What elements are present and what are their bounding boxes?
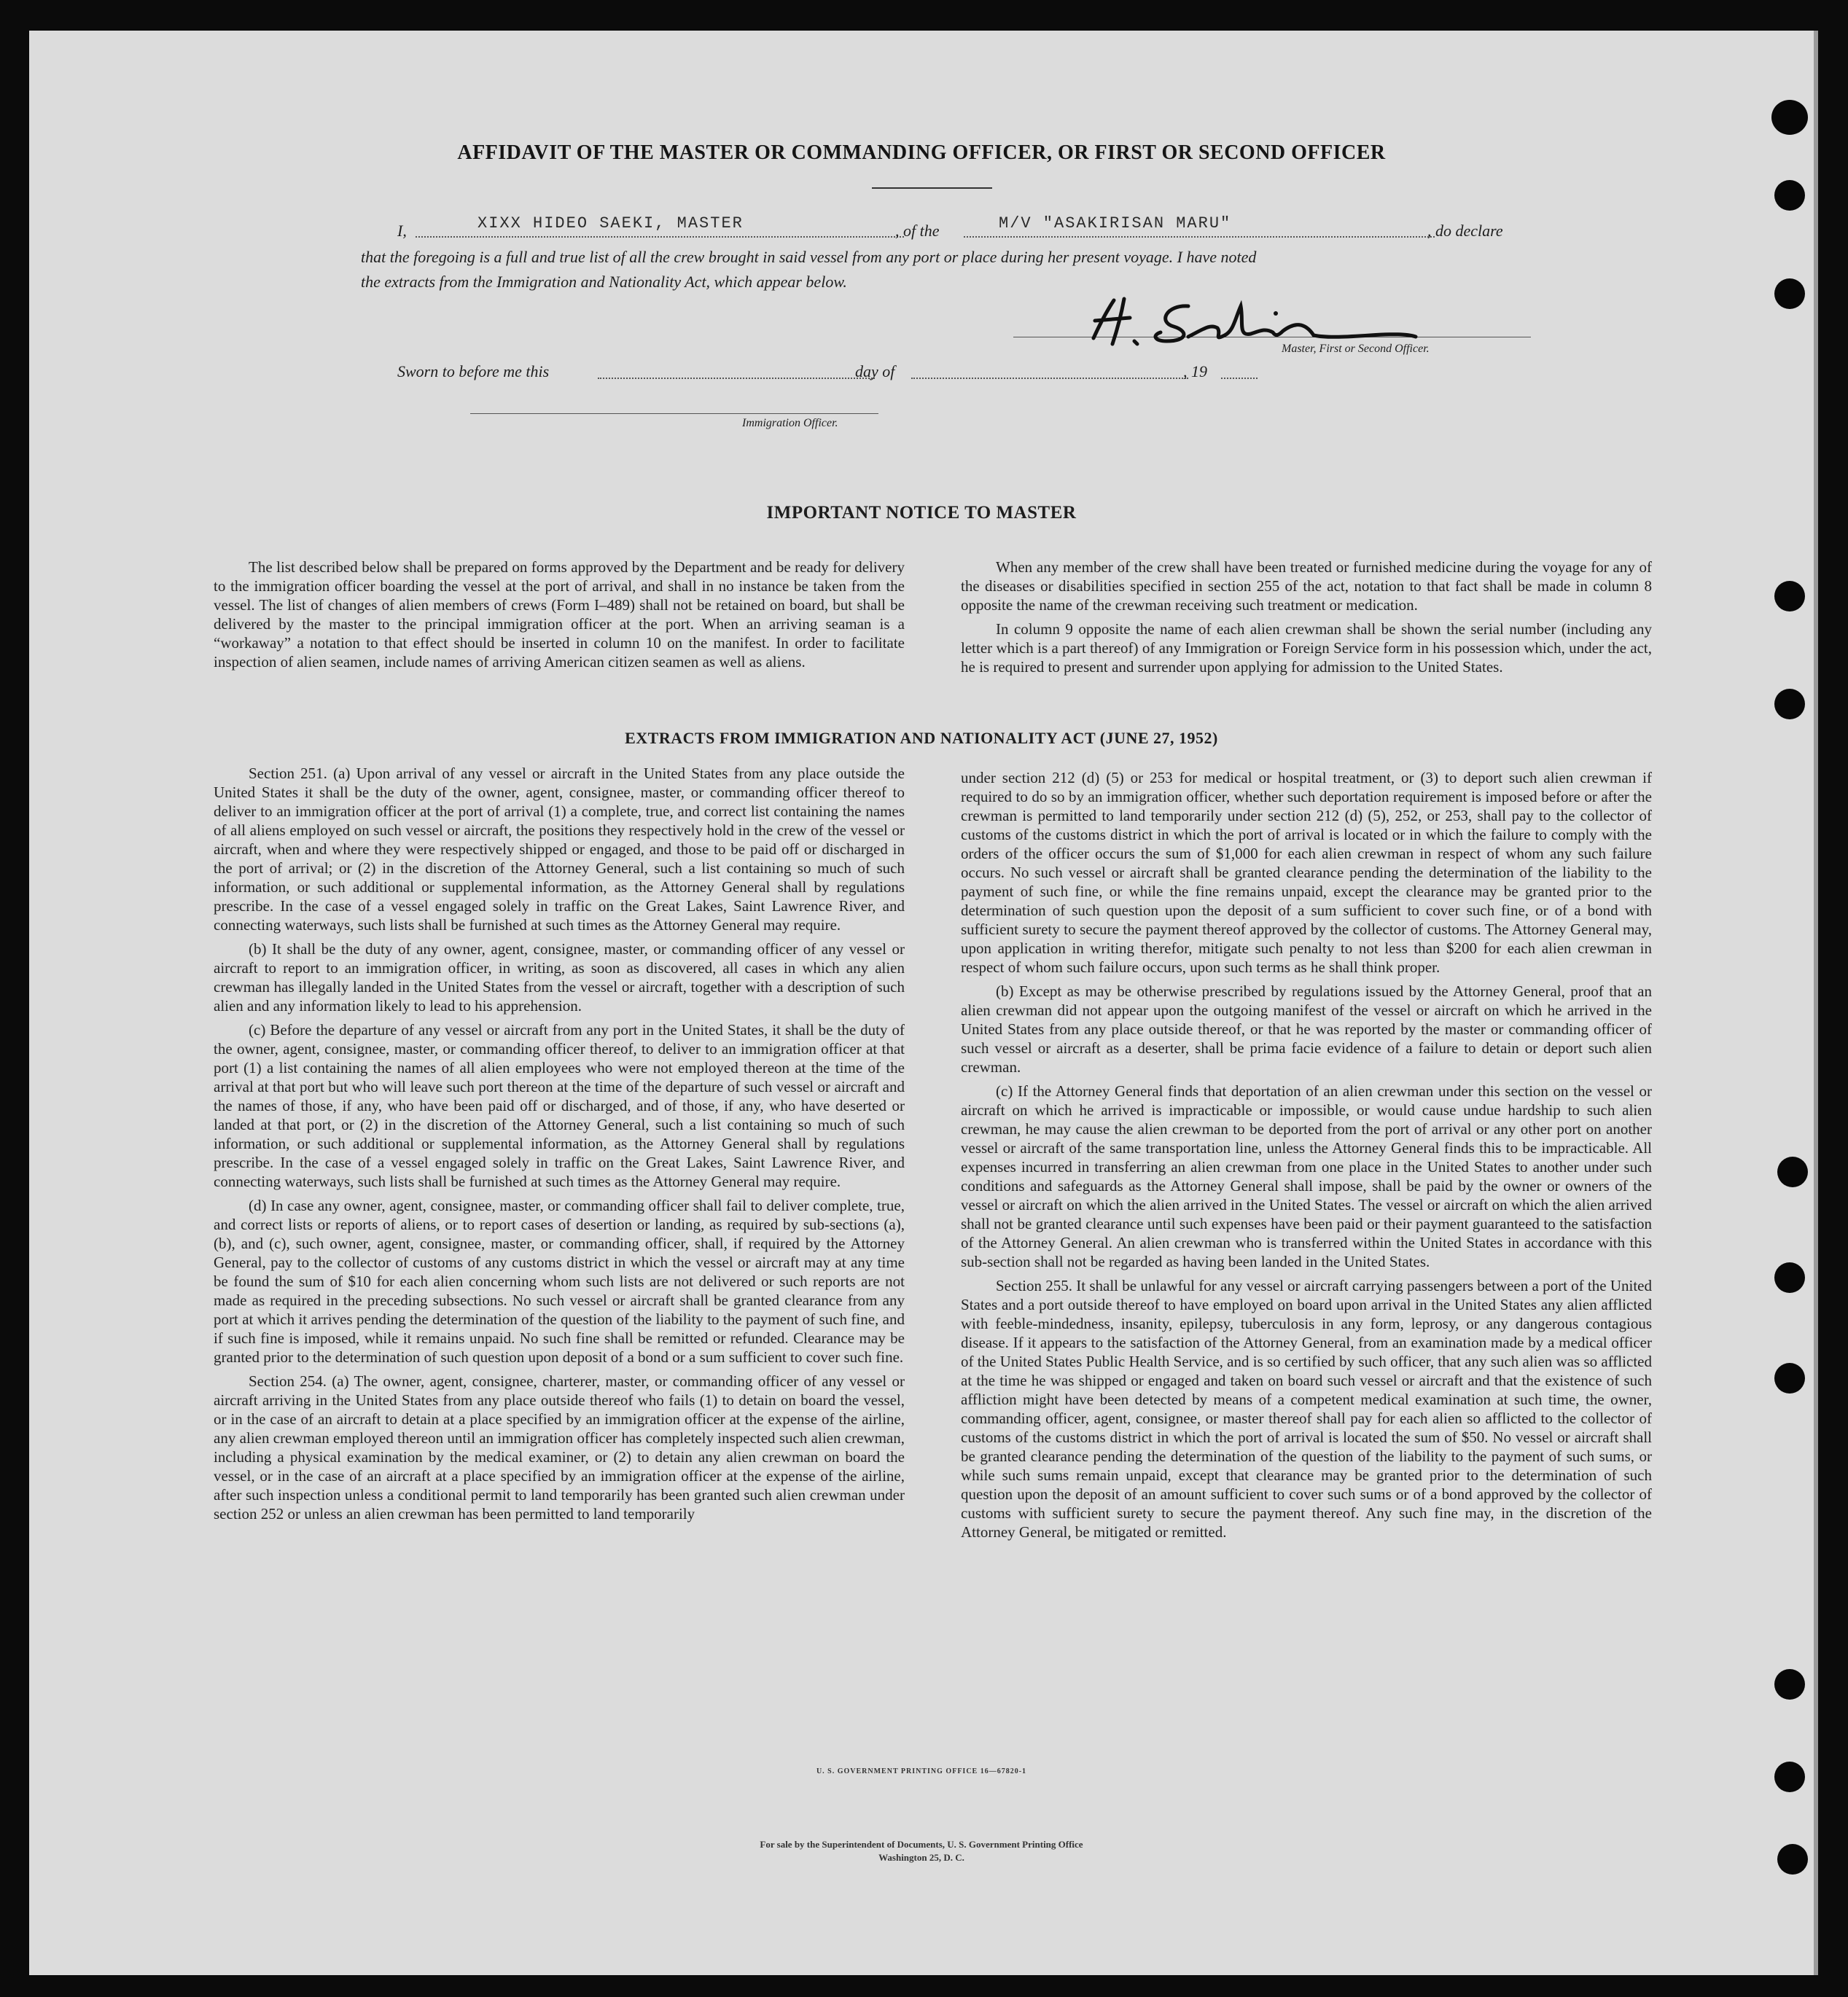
binder-hole-icon (1774, 1363, 1805, 1394)
notice-right-paragraph-1: When any member of the crew shall have been treated or furnished medicine during the voyage for any of the diseases or disabilities specified in section 255 of the act, notation to that fact shall be made in column 8 opposite the name of the crewman receiving such treatment or medication. (961, 558, 1652, 614)
extract-paragraph: Section 251. (a) Upon arrival of any vessel or aircraft in the United States from any place outside the United States it shall be the duty of the owner, agent, consignee, master, or commanding officer thereof to deliver to an immigration officer at the port of arrival (1) a complete, true, and correct list containing the names of all aliens employed on such vessel or aircraft, the positions they respectively hold in the crew of the vessel or aircraft, when and where they were respectively shipped or engaged, and those to be paid off or discharged in the port of arrival; or (2) in the discretion of the Attorney General, such a list containing so much of such information, or such additional or supplemental information, as the Attorney General shall by regulations prescribe. In the case of a vessel engaged solely in traffic on the Great Lakes, Saint Lawrence River, and connecting waterways, such lists shall be furnished at such times as the Attorney General may require. (214, 765, 905, 934)
notice-right-column (961, 558, 1652, 681)
of-the-label: , of the (895, 222, 940, 240)
extract-paragraph: (d) In case any owner, agent, consignee, master, or commanding officer shall fail to deliver complete, true, and correct lists or reports of aliens, or to report cases of desertion or landing, as required by sub-sections (a), (b), and (c), such owner, agent, consignee, master, or commanding officer, shall, if required by the Attorney General, pay to the collector of customs of any customs district in which the vessel or aircraft may at any time be found the sum of $10 for each alien concerning whom such lists are not delivered or such reports are not made as required in the preceding subsections. No such vessel or aircraft shall be granted clearance from any port at which it arrives pending the determination of the question of the liability to the payment of such fine, and if such fine is imposed, while it remains unpaid. No such fine shall be remitted or refunded. Clearance may be granted prior to the determination of such question upon deposit of a bond or a sum sufficient to cover such fine. (214, 1197, 905, 1366)
notice-left-column (214, 558, 905, 676)
declaration-line-1: that the foregoing is a full and true list of all the crew brought in said vessel from any port or place during her present voyage. I have noted (361, 248, 1257, 266)
gpo-imprint: U. S. GOVERNMENT PRINTING OFFICE 16—67820-1 (816, 1767, 1027, 1775)
binder-holes (1771, 31, 1818, 1975)
form-page (29, 31, 1818, 1975)
extract-paragraph: (b) It shall be the duty of any owner, agent, consignee, master, or commanding officer of any vessel or aircraft to report to an immigration officer, in writing, as soon as discovered, all cases in which any alien crewman has illegally landed in the United States from the vessel or aircraft, together with a description of such alien and any information likely to lead to his apprehension. (214, 940, 905, 1015)
extract-paragraph: under section 212 (d) (5) or 253 for medical or hospital treatment, or (3) to deport such alien crewman if required to do so by an immigration officer, whether such deportation requirement is imposed before or after the crewman is permitted to land temporarily under section 212 (d) (5), 252, or 253, shall pay to the collector of customs of the customs district in which the port of arrival is located or in which the failure to comply with the orders of the officer occurs the sum of $1,000 for each alien crewman in respect of whom any such failure occurs. No such vessel or aircraft shall be granted clearance pending the determination of the liability to the payment of such fine, or while the fine remains unpaid, except the clearance may be granted prior to the determination of such question upon the deposit of a sum sufficient to cover such fine, or of a bond with sufficient surety to secure the payment thereof approved by the collector of customs. The Attorney General may, upon application in writing therefor, mitigate such penalty to not less than $200 for each alien crewman in respect of whom such failure occurs, upon such terms as he shall think proper. (961, 769, 1652, 976)
notice-left-paragraph: The list described below shall be prepared on forms approved by the Department and be ready for delivery to the immigration officer boarding the vessel at the port of arrival, and shall in no instance be taken from the vessel. The list of changes of alien members of crews (Form I–489) shall not be retained on board, but shall be delivered by the master to the principal immigration officer at the port. When an arriving seaman is a “workaway” a notation to that effect should be inserted in column 10 on the manifest. In order to facilitate inspection of alien seamen, include names of arriving American citizen seamen as well as aliens. (214, 558, 905, 671)
master-name-field[interactable]: XIXX HIDEO SAEKI, MASTER (477, 214, 744, 232)
binder-hole-icon (1774, 1762, 1805, 1792)
extract-paragraph: Section 255. It shall be unlawful for any vessel or aircraft carrying passengers between a port of the United States and a port outside thereof to have employed on board upon arrival in the United States any alien afflicted with feeble-mindedness, insanity, epilepsy, tuberculosis in any form, leprosy, or any dangerous contagious disease. If it appears to the satisfaction of the Attorney General, from an examination made by a medical officer of the United States Public Health Service, and is so certified by such officer, that any such alien was so afflicted at the time he was shipped or engaged and taken on board such vessel or aircraft and that the existence of such affliction might have been detected by means of a competent medical examination at such time, the owner, commanding officer, agent, consignee, or master thereof shall pay for each alien so afflicted to the collector of customs of the customs district in which the port of arrival is located the sum of $50. No vessel or aircraft shall be granted clearance pending the determination of the question of the liability to the payment of such sums, or while such sums remain unpaid, except that clearance may be granted prior to the determination of such question upon the deposit of an amount sufficient to cover such sums or of a bond approved by the collector of customs with sufficient surety to secure the payment thereof. Any such fine may, in the discretion of the Attorney General, be mitigated or remitted. (961, 1277, 1652, 1541)
extract-paragraph: (b) Except as may be otherwise prescribed by regulations issued by the Attorney General, proof that an alien crewman did not appear upon the outgoing manifest of the vessel or aircraft on which he arrived in the United States from any place outside thereof, or that he was reported by the master or commanding officer of such vessel or aircraft as a deserter, shall be prima facie evidence of a failure to detain or deport such alien crewman. (961, 982, 1652, 1076)
signature-caption: Master, First or Second Officer. (1282, 343, 1430, 355)
vessel-name-line (964, 236, 1435, 238)
title-rule (872, 187, 992, 189)
i-label: I, (397, 222, 407, 240)
affidavit-title: AFFIDAVIT OF THE MASTER OR COMMANDING OFFICER, OR FIRST OR SECOND OFFICER (457, 141, 1386, 164)
sworn-year-line[interactable] (1221, 378, 1258, 379)
vessel-name-field[interactable]: M/V "ASAKIRISAN MARU" (999, 214, 1232, 232)
binder-hole-icon (1777, 1844, 1808, 1875)
binder-hole-icon (1771, 100, 1808, 135)
extracts-right-column (961, 768, 1652, 1547)
binder-hole-icon (1774, 278, 1805, 309)
sale-notice-line-2: Washington 25, D. C. (878, 1852, 964, 1863)
binder-hole-icon (1777, 1157, 1808, 1187)
binder-hole-icon (1774, 1669, 1805, 1700)
year-label: , 19 (1183, 362, 1207, 380)
officer-caption: Immigration Officer. (742, 417, 838, 429)
binder-hole-icon (1774, 689, 1805, 719)
notice-title: IMPORTANT NOTICE TO MASTER (766, 503, 1077, 523)
do-declare-label: , do declare (1427, 222, 1503, 240)
extract-paragraph: Section 254. (a) The owner, agent, consignee, charterer, master, or commanding officer of any vessel or aircraft arriving in the United States from any place outside thereof who fails (1) to detain on board the vessel, or in the case of an aircraft to detain at a place specified by an immigration officer at the expense of the airline, any alien crewman employed thereon until an immigration officer has completely inspected such alien crewman, including a physical examination by the medical examiner, or (2) to detain any alien crewman on board the vessel, or in the case of an aircraft at a place specified by an immigration officer at the expense of the airline, after such inspection unless a conditional permit to land temporarily has been granted such alien crewman under section 252 or unless an alien crewman has been permitted to land temporarily (214, 1372, 905, 1523)
binder-hole-icon (1774, 180, 1805, 211)
notice-right-paragraph-2: In column 9 opposite the name of each alien crewman shall be shown the serial number (including any letter which is a part thereof) of any Immigration or Foreign Service form in his possession which, under the act, he is required to present and surrender upon applying for admission to the United States. (961, 620, 1652, 676)
sale-notice-line-1: For sale by the Superintendent of Documents, U. S. Government Printing Office (760, 1839, 1083, 1850)
sworn-day-line[interactable] (598, 378, 875, 379)
extract-paragraph: (c) Before the departure of any vessel or aircraft from any port in the United States, it shall be the duty of the owner, agent, consignee, master, or commanding officer thereof, to deliver to an immigration officer at that port (1) a list containing the names of all alien employees who were not employed thereon at the time of the arrival at that port but who will leave such port thereon at the time of the departure of such vessel or aircraft and the names of those, if any, who have been paid off or discharged, and of those, if any, who have deserted or landed at that port, or (2) in the discretion of the Attorney General, such a list containing so much of such information, or such additional or supplemental information, as the Attorney General shall by regulations prescribe. In the case of a vessel engaged solely in traffic on the Great Lakes, Saint Lawrence River, and connecting waterways, such lists shall be furnished at such times as the Attorney General may require. (214, 1021, 905, 1190)
extracts-left-column (214, 764, 905, 1528)
extract-paragraph: (c) If the Attorney General finds that deportation of an alien crewman under this section on the vessel or aircraft on which he arrived is impracticable or impossible, or would cause undue hardship to such alien crewman, he may cause the alien crewman to be deported from the port of arrival or any other port on another vessel or aircraft of the same transportation line, unless the Attorney General finds this to be impracticable. All expenses incurred in transferring an alien crewman from one place in the United States to another under such conditions and safeguards as the Attorney General shall impose, shall be paid by the owner or owners of the vessel or aircraft on which the alien arrived in the United States. The vessel or aircraft on which the alien arrived shall not be granted clearance until such expenses have been paid or their payment guaranteed to the satisfaction of the Attorney General. An alien crewman who is transferred within the United States in accordance with this sub-section shall not be regarded as having been landed in the United States. (961, 1082, 1652, 1270)
day-of-label: day of (855, 362, 895, 380)
sworn-month-line[interactable] (911, 378, 1188, 379)
officer-signature-line[interactable] (470, 413, 878, 414)
binder-hole-icon (1774, 1262, 1805, 1293)
binder-hole-icon (1774, 581, 1805, 611)
declaration-line-2: the extracts from the Immigration and Nationality Act, which appear below. (361, 273, 847, 291)
sworn-label: Sworn to before me this (397, 362, 550, 380)
master-name-line (416, 236, 904, 238)
extracts-title: EXTRACTS FROM IMMIGRATION AND NATIONALITY ACT (JUNE 27, 1952) (625, 729, 1218, 747)
